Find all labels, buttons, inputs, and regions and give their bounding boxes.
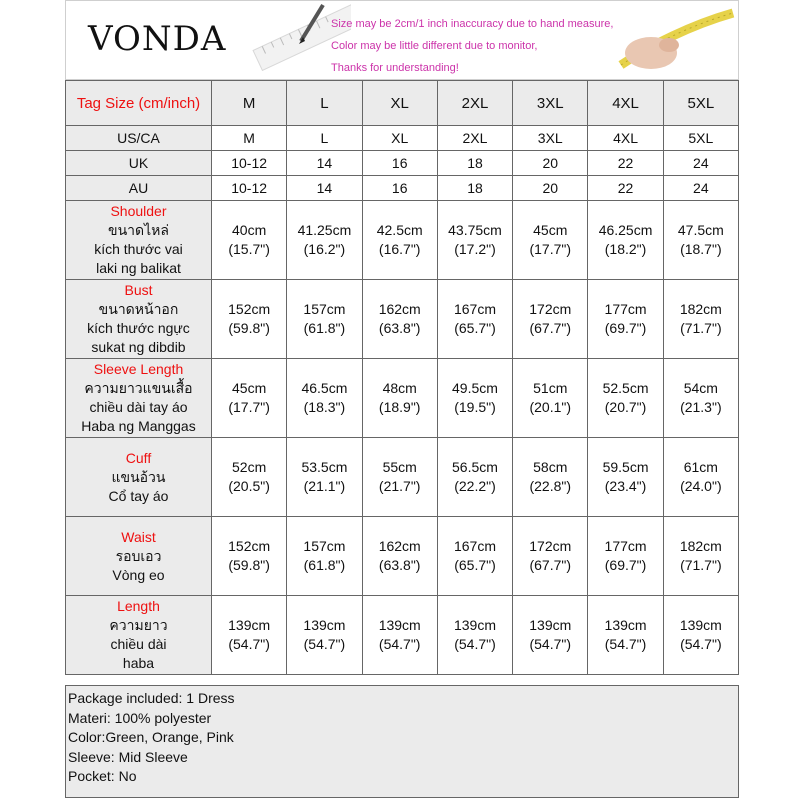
value-inch: (59.8") (228, 557, 270, 573)
note-line: Size may be 2cm/1 inch inaccuracy due to hand measure, (331, 18, 614, 30)
info-line: Package included: 1 Dress (68, 690, 235, 706)
measure-label (66, 517, 212, 596)
row-label: US/CA (66, 126, 212, 151)
measure-translation: รอบเอว (115, 547, 162, 564)
value-cm: 152cm (228, 538, 271, 554)
measure-cell (663, 596, 738, 675)
row-label: UK (66, 151, 212, 176)
measure-cell (287, 359, 362, 438)
value-inch: (21.1") (303, 478, 346, 494)
measure-cell (437, 280, 512, 359)
value-cm: 43.75cm (448, 222, 502, 238)
size-chart (65, 0, 739, 800)
value-inch: (20.7") (604, 399, 647, 415)
measure-cell (513, 438, 588, 517)
measure-label (66, 438, 212, 517)
value-cm: 162cm (378, 538, 421, 554)
value-inch: (17.7") (529, 241, 572, 257)
measure-translation: laki ng balikat (96, 260, 181, 276)
value-inch: (61.8") (303, 557, 346, 573)
value-inch: (61.8") (303, 320, 346, 336)
value-cm: 45cm (232, 380, 267, 396)
measure-cell (212, 596, 287, 675)
value-inch: (22.2") (454, 478, 496, 494)
value-cm: 59.5cm (602, 459, 649, 475)
table-cell: 2XL (437, 126, 512, 151)
measure-name: Waist (121, 528, 156, 545)
table-cell: 4XL (588, 126, 663, 151)
value-inch: (54.7") (454, 636, 496, 652)
measure-cell (287, 201, 362, 280)
measure-cell (588, 596, 663, 675)
value-cm: 162cm (378, 301, 421, 317)
value-inch: (18.2") (604, 241, 647, 257)
value-inch: (22.8") (529, 478, 572, 494)
value-cm: 139cm (378, 617, 421, 633)
measure-translation: แขนอ้วน (111, 468, 166, 485)
measure-cell (513, 201, 588, 280)
row-label: AU (66, 176, 212, 201)
measure-name: Bust (124, 282, 153, 298)
value-cm: 45cm (533, 222, 568, 238)
value-cm: 53.5cm (301, 459, 348, 475)
value-cm: 139cm (529, 617, 572, 633)
value-inch: (54.7") (604, 636, 647, 652)
value-inch: (59.8") (228, 320, 270, 336)
value-cm: 49.5cm (452, 380, 498, 396)
value-inch: (65.7") (454, 320, 496, 336)
table-cell: 20 (513, 176, 588, 201)
value-inch: (19.5") (454, 399, 496, 415)
value-cm: 167cm (453, 301, 496, 317)
value-inch: (63.8") (378, 557, 421, 573)
value-cm: 139cm (679, 617, 722, 633)
table-row (66, 201, 739, 280)
size-header: 4XL (588, 81, 663, 126)
value-cm: 139cm (303, 617, 346, 633)
value-cm: 58cm (533, 459, 568, 475)
measure-cell (362, 201, 437, 280)
value-inch: (67.7") (529, 320, 572, 336)
table-cell: 18 (437, 151, 512, 176)
value-inch: (21.7") (378, 478, 421, 494)
value-cm: 40cm (232, 222, 267, 238)
measure-translation: Haba ng Manggas (81, 418, 196, 434)
value-cm: 177cm (604, 301, 647, 317)
table-cell: 22 (588, 151, 663, 176)
measuring-tape-hand-icon (611, 5, 737, 77)
value-inch: (54.7") (529, 636, 572, 652)
measure-cell (212, 438, 287, 517)
table-row (66, 438, 739, 517)
table-cell: 24 (663, 151, 738, 176)
measure-cell (362, 596, 437, 675)
value-inch: (16.7") (378, 241, 421, 257)
measure-translation: kích thước ngực (87, 320, 190, 336)
note-line: Thanks for understanding! (331, 62, 459, 74)
value-cm: 51cm (533, 380, 568, 396)
value-cm: 182cm (679, 538, 722, 554)
size-header: 3XL (513, 81, 588, 126)
value-inch: (17.2") (454, 241, 496, 257)
value-cm: 139cm (604, 617, 647, 633)
value-cm: 47.5cm (677, 222, 724, 238)
table-cell: 18 (437, 176, 512, 201)
table-row (66, 359, 739, 438)
measure-translation: ความยาวแขนเสื้อ (84, 380, 193, 396)
value-inch: (18.9") (378, 399, 421, 415)
measure-name: Cuff (125, 449, 152, 466)
value-cm: 139cm (228, 617, 271, 633)
measure-translation: chiều dài (110, 636, 167, 652)
size-header: 2XL (437, 81, 512, 126)
table-cell: 16 (362, 176, 437, 201)
value-inch: (20.1") (529, 399, 572, 415)
value-cm: 46.5cm (301, 380, 348, 396)
table-cell: 5XL (663, 126, 738, 151)
value-cm: 42.5cm (376, 222, 423, 238)
measure-translation: haba (122, 655, 155, 671)
info-line: Color:Green, Orange, Pink (68, 729, 234, 746)
measure-translation: ความยาว (109, 617, 168, 633)
value-cm: 182cm (679, 301, 722, 317)
value-inch: (54.7") (228, 636, 270, 652)
value-inch: (54.7") (303, 636, 346, 652)
measure-cell (362, 517, 437, 596)
measure-translation: ขนาดไหล่ (108, 222, 169, 238)
measure-translation: kích thước vai (94, 241, 183, 257)
size-table (65, 80, 739, 675)
table-row (66, 176, 739, 201)
value-cm: 41.25cm (297, 222, 352, 238)
size-header: L (287, 81, 362, 126)
measure-cell (437, 201, 512, 280)
measure-name: Length (117, 598, 160, 614)
value-inch: (69.7") (604, 320, 647, 336)
table-cell: 3XL (513, 126, 588, 151)
measure-cell (588, 438, 663, 517)
table-cell: 10-12 (212, 176, 287, 201)
value-cm: 46.25cm (598, 222, 653, 238)
measure-cell (212, 517, 287, 596)
value-inch: (54.7") (680, 636, 722, 652)
value-cm: 157cm (303, 538, 346, 554)
product-info (65, 685, 739, 798)
info-line: Pocket: No (68, 768, 137, 785)
measurement-rows (66, 201, 739, 675)
measure-cell (287, 517, 362, 596)
measure-cell (212, 280, 287, 359)
measure-cell (513, 517, 588, 596)
value-cm: 177cm (604, 538, 647, 554)
value-cm: 172cm (529, 301, 572, 317)
value-cm: 52cm (232, 459, 267, 475)
measure-cell (362, 438, 437, 517)
value-cm: 54cm (683, 380, 718, 396)
tag-size-label: Tag Size (cm/inch) (66, 81, 212, 126)
value-cm: 56.5cm (452, 459, 498, 475)
measure-cell (588, 517, 663, 596)
value-inch: (71.7") (680, 557, 722, 573)
measure-cell (663, 359, 738, 438)
measure-name: Shoulder (110, 203, 167, 219)
value-inch: (16.2") (303, 241, 346, 257)
size-header: 5XL (663, 81, 738, 126)
table-cell: 22 (588, 176, 663, 201)
table-cell: 16 (362, 151, 437, 176)
value-inch: (54.7") (378, 636, 421, 652)
value-inch: (24.0") (680, 478, 722, 494)
measure-translation: Cổ tay áo (108, 487, 169, 504)
table-cell: XL (362, 126, 437, 151)
measure-translation: chiều dài tay áo (89, 399, 188, 415)
table-row (66, 517, 739, 596)
table-row-tag-size (66, 81, 739, 126)
measure-translation: sukat ng dibdib (91, 339, 186, 355)
value-inch: (18.3") (303, 399, 346, 415)
value-inch: (20.5") (228, 478, 270, 494)
value-cm: 48cm (382, 380, 417, 396)
value-cm: 157cm (303, 301, 346, 317)
measure-label (66, 201, 212, 280)
size-header: M (212, 81, 287, 126)
value-inch: (65.7") (454, 557, 496, 573)
measure-cell (513, 359, 588, 438)
measure-label (66, 596, 212, 675)
table-row (66, 596, 739, 675)
measure-cell (437, 517, 512, 596)
measure-cell (437, 359, 512, 438)
info-line: Materi: 100% polyester (68, 709, 212, 726)
value-inch: (18.7") (680, 241, 722, 257)
header-banner (65, 0, 739, 80)
value-cm: 172cm (529, 538, 572, 554)
measure-cell (663, 280, 738, 359)
measure-translation: Vòng eo (112, 566, 165, 583)
value-cm: 52.5cm (602, 380, 649, 396)
table-cell: 10-12 (212, 151, 287, 176)
size-header: XL (362, 81, 437, 126)
table-cell: 24 (663, 176, 738, 201)
measure-cell (663, 517, 738, 596)
measure-cell (663, 201, 738, 280)
value-inch: (71.7") (680, 320, 722, 336)
brand-logo: VONDA (88, 19, 227, 59)
disclaimer-notes (331, 13, 613, 79)
measure-cell (212, 359, 287, 438)
value-cm: 61cm (683, 459, 718, 475)
table-cell: L (287, 126, 362, 151)
table-row (66, 151, 739, 176)
measure-name: Sleeve Length (93, 361, 184, 377)
region-size-rows (66, 126, 739, 201)
value-inch: (63.8") (378, 320, 421, 336)
measure-cell (362, 359, 437, 438)
measure-cell (437, 438, 512, 517)
value-inch: (69.7") (604, 557, 647, 573)
measure-label (66, 280, 212, 359)
table-cell: M (212, 126, 287, 151)
value-inch: (21.3") (680, 399, 722, 415)
value-inch: (15.7") (228, 241, 270, 257)
measure-cell (513, 280, 588, 359)
table-row (66, 280, 739, 359)
table-row (66, 126, 739, 151)
table-cell: 14 (287, 176, 362, 201)
measure-cell (588, 201, 663, 280)
measure-cell (212, 201, 287, 280)
value-inch: (67.7") (529, 557, 572, 573)
measure-cell (287, 438, 362, 517)
value-cm: 139cm (453, 617, 496, 633)
value-cm: 152cm (228, 301, 271, 317)
value-inch: (17.7") (228, 399, 270, 415)
value-inch: (23.4") (604, 478, 647, 494)
measure-cell (287, 596, 362, 675)
measure-cell (513, 596, 588, 675)
measure-cell (437, 596, 512, 675)
measure-cell (362, 280, 437, 359)
measure-cell (588, 359, 663, 438)
table-cell: 20 (513, 151, 588, 176)
measure-translation: ขนาดหน้าอก (98, 301, 179, 317)
value-cm: 55cm (382, 459, 417, 475)
measure-cell (287, 280, 362, 359)
measure-label (66, 359, 212, 438)
measure-cell (588, 280, 663, 359)
value-cm: 167cm (453, 538, 496, 554)
note-line: Color may be little different due to monitor, (331, 40, 538, 52)
measure-cell (663, 438, 738, 517)
info-line: Sleeve: Mid Sleeve (68, 748, 188, 765)
table-cell: 14 (287, 151, 362, 176)
